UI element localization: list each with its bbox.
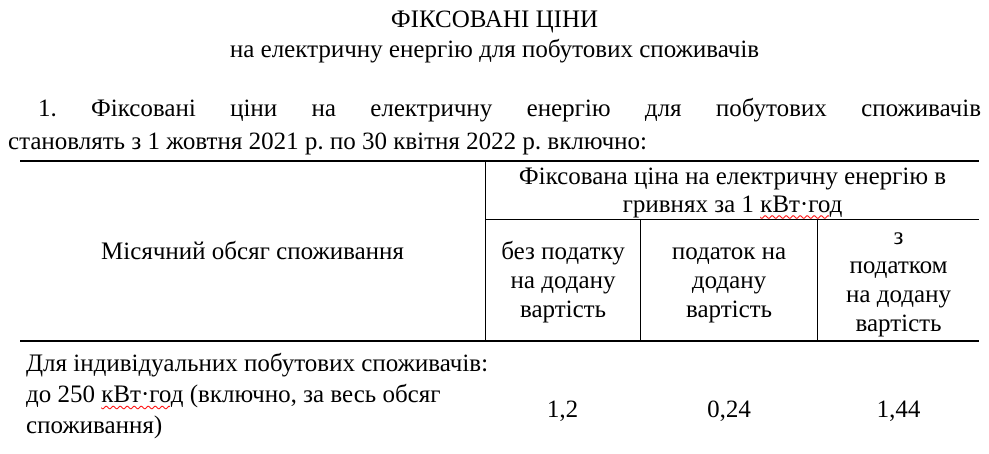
vat-line-1: податок на — [671, 237, 787, 265]
header-cell-fixed-price-group — [486, 162, 979, 220]
without-vat-line-2: на додану — [510, 266, 616, 294]
fixed-prices-table — [20, 160, 979, 441]
consumption-range-label — [20, 379, 485, 441]
without-vat-line-3: вартість — [519, 295, 607, 323]
without-vat-line-1: без податку — [501, 237, 625, 265]
table-header — [20, 162, 979, 342]
with-vat-line-1: з — [893, 223, 904, 250]
fixed-price-group-line-2 — [486, 191, 979, 219]
document-title-line-2: на електричну енергію для побутових споживачів — [229, 36, 760, 63]
vat-line-3: вартість — [685, 295, 773, 323]
vat-line-2: додану — [691, 266, 767, 294]
price-vat-value: 0,24 — [707, 396, 751, 423]
range-prefix: до 250 — [26, 381, 102, 408]
consumption-range-line-2: споживання) — [26, 412, 163, 439]
header-price-group — [485, 162, 979, 340]
fixed-price-group-line-2-text: гривнях за 1 — [622, 190, 761, 218]
intro-paragraph-line-1: 1. Фіксовані ціни на електричну енергію для побутових споживачів — [38, 95, 981, 122]
table-body — [20, 342, 979, 441]
intro-paragraph-line-2: становлять з 1 жовтня 2021 р. по 30 квітня 2022 р. включно: — [8, 128, 647, 155]
with-vat-line-3: на додану — [846, 281, 951, 308]
range-rest: (включно, за весь обсяг — [183, 381, 441, 408]
kwh-unit-spellcheck-body: кВт·год — [101, 381, 184, 408]
fixed-price-group-line-1: Фіксована ціна на електричну енергію в — [518, 162, 947, 190]
price-with-vat-value: 1,44 — [876, 396, 921, 423]
consumer-category-row: Для індивідуальних побутових споживачів: — [26, 350, 489, 377]
with-vat-line-2: податком — [849, 252, 948, 279]
consumption-range-line-1 — [26, 379, 485, 410]
subheader-row — [486, 220, 979, 340]
consumption-range-row — [20, 379, 979, 441]
with-vat-line-4: вартість — [855, 310, 942, 337]
header-cell-with-vat — [817, 220, 979, 340]
header-cell-monthly-volume: Місячний обсяг споживання — [101, 237, 404, 265]
header-cell-without-vat — [486, 220, 640, 340]
intro-paragraph — [8, 92, 981, 158]
kwh-unit-spellcheck: кВт·год — [760, 190, 843, 218]
document-title-line-1: ФІКСОВАНІ ЦІНИ — [390, 6, 599, 33]
header-cell-vat — [640, 220, 817, 340]
price-without-vat-value: 1,2 — [546, 396, 579, 423]
